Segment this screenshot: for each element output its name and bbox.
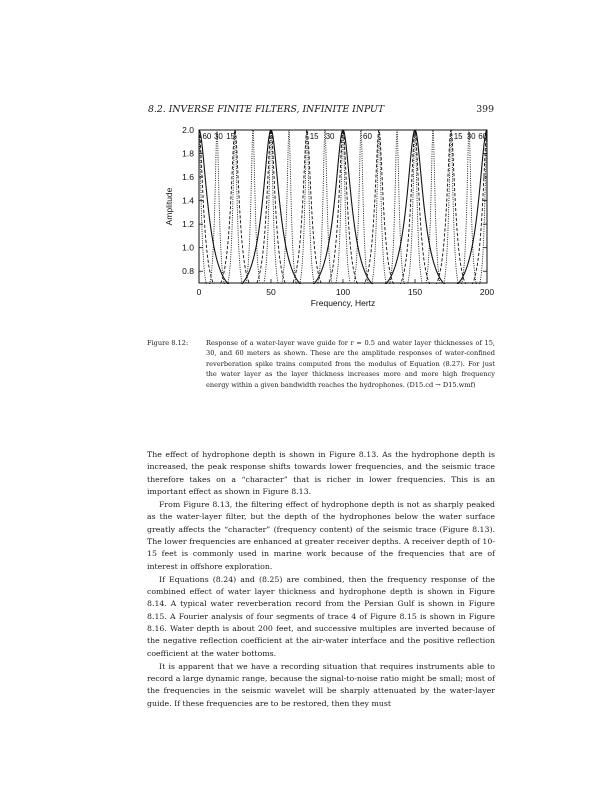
series-label: 15 xyxy=(226,132,236,141)
y-tick-label: 1.8 xyxy=(182,148,194,159)
series-30m xyxy=(199,130,487,287)
y-tick-label: 1.0 xyxy=(182,242,194,253)
figure-label: Figure 8.12: xyxy=(147,339,189,347)
x-tick-label: 0 xyxy=(196,287,202,297)
y-tick-label: 1.4 xyxy=(182,195,194,206)
y-axis-label: Amplitude xyxy=(164,187,174,226)
paragraph-1: The effect of hydrophone depth is shown in Figure 8.13. As the hydrophone depth is increased, the peak response shifts towards lower frequencies, and the seismic trace therefore takes on a “character” that is richer in lower frequencies. This is an important effect as shown in Figure 8.13. xyxy=(147,450,495,497)
series-label: 30 xyxy=(213,132,223,141)
series-label: 30 xyxy=(325,132,335,141)
plot-frame xyxy=(199,130,487,283)
plot-series xyxy=(199,130,487,287)
y-tick-label: 2.0 xyxy=(182,125,194,135)
x-tick-label: 150 xyxy=(407,287,423,297)
series-label: 60 xyxy=(202,132,212,141)
series-label: 60 xyxy=(363,132,372,141)
series-label: 60 xyxy=(478,132,488,141)
series-label: 30 xyxy=(466,132,476,141)
page-number: 399 xyxy=(476,104,494,115)
y-tick-label: 1.6 xyxy=(182,172,194,183)
y-tick-label: 0.8 xyxy=(182,266,194,277)
figure-8-12-chart xyxy=(146,120,498,332)
series-15m xyxy=(199,130,487,287)
running-head-title: 8.2. INVERSE FINITE FILTERS, INFINITE INPUT xyxy=(148,104,385,115)
running-head xyxy=(148,104,494,118)
paragraph-2: From Figure 8.13, the filtering effect of hydrophone depth is not as sharply peaked as the water-layer filter, but the depth of the hydrophones below the water surface greatly affects the “character” (frequency content) of the seismic trace (Figure 8.13). The lower frequencies are enhanced at greater receiver depths. A receiver depth of 10-15 feet is commonly used in marine work because of the frequencies that are of interest in offshore exploration. xyxy=(147,499,495,571)
series-60m xyxy=(199,130,487,287)
body-text xyxy=(147,449,495,710)
series-label: 15 xyxy=(453,132,463,141)
series-label: 15 xyxy=(309,132,319,141)
x-tick-label: 50 xyxy=(266,287,276,297)
x-axis-label: Frequency, Hertz xyxy=(310,298,376,308)
paragraph-4: It is apparent that we have a recording situation that requires instruments able to record a large dynamic range, because the signal-to-noise ratio might be small; most of the frequencies in the seismic wavelet will be sharply attenuated by the water-layer guide. If these frequencies are to be restored, then they must xyxy=(147,661,495,708)
paragraph-3: If Equations (8.24) and (8.25) are combined, then the frequency response of the combined effect of water layer thickness and hydrophone depth is shown in Figure 8.14. A typical water reverberation record from the Persian Gulf is shown in Figure 8.15. A Fourier analysis of four segments of trace 4 of Figure 8.15 is shown in Figure 8.16. Water depth is about 200 feet, and successive multiples are inverted because of the negative reflection coefficient at the air-water interface and the positive reflection coefficient at the water bottoms. xyxy=(147,574,495,658)
x-tick-label: 200 xyxy=(479,287,495,297)
figure-caption xyxy=(147,338,495,390)
y-tick-label: 1.2 xyxy=(182,219,194,230)
figure-caption-text: Response of a water-layer wave guide for r = 0.5 and water layer thicknesses of 15, 30, and 60 meters as shown. These are the amplitude responses of water-confined reverberation spike trains computed from the modulus of Equation (8.27). For just the water layer as the layer thickness increases more and more high frequency energy within a given bandwidth reaches the hydrophones. (D15.cd → D15.wmf) xyxy=(206,339,495,389)
x-tick-label: 100 xyxy=(335,287,351,297)
